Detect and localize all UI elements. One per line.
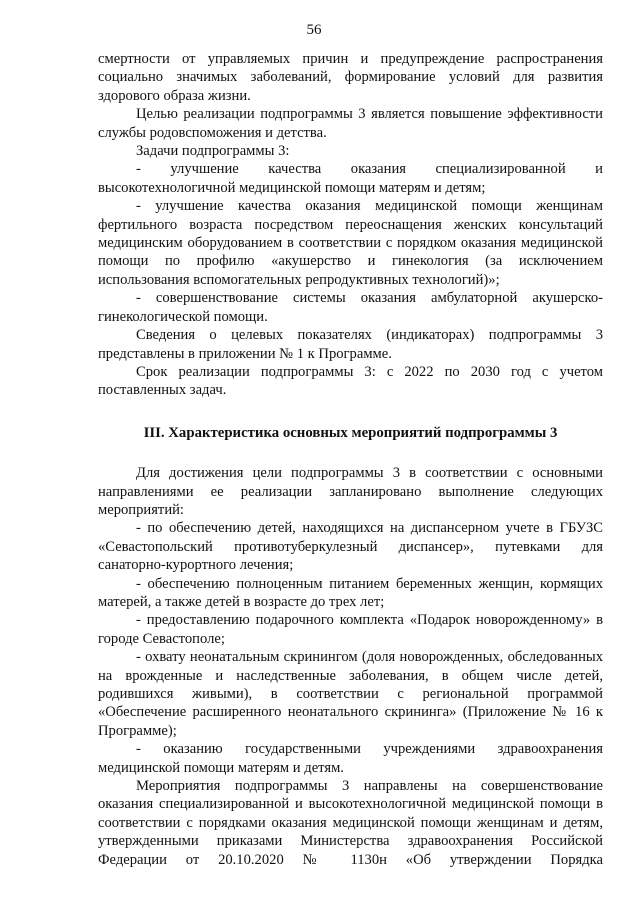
list-item-task-2: - улучшение качества оказания медицинской помощи женщинам фертильного возраста посредством переоснащения женских консультаций медицинским оборудованием в соответствии с порядком оказания медицинской помощи по профилю «акушерство и гинекология (за исключением использования вспомогательных репродуктивных технологий)»; [98,198,603,288]
page-number: 56 [306,22,322,38]
list-item-task-1: - улучшение качества оказания специализированной и высокотехнологичной медицинской помощи матерям и детям; [98,161,603,196]
list-item-measure-4: - охвату неонатальным скринингом (доля новорожденных, обследованных на врожденные и наследственные заболевания, в общем числе детей, родившихся живыми), в соответствии с региональной программой «Обеспечение расширенного неонатального скрининга» (Приложение № 16 к Программе); [98,649,603,739]
document-body [98,50,603,869]
paragraph-measures-direction: Мероприятия подпрограммы 3 направлены на совершенствование оказания специализированной и высокотехнологичной медицинской помощи в соответствии с порядками оказания медицинской помощи женщинам и детям, утвержденными приказами Министерства здравоохранения Российской Федерации от 20.10.2020 № 1130н «Об утверждении Порядка [98,778,603,868]
spacer [98,442,603,464]
list-item-task-3: - совершенствование системы оказания амбулаторной акушерско-гинекологической помощи. [98,290,603,325]
paragraph-measures-intro: Для достижения цели подпрограммы 3 в соответствии с основными направлениями ее реализации запланировано выполнение следующих мероприятий: [98,465,603,518]
spacer [98,400,603,424]
paragraph-indicators: Сведения о целевых показателях (индикаторах) подпрограммы 3 представлены в приложении № 1 к Программе. [98,327,603,362]
paragraph-goal: Целью реализации подпрограммы 3 является повышение эффективности службы родовспоможения и детства. [98,106,603,141]
paragraph-continuation: смертности от управляемых причин и предупреждение распространения социально значимых заболеваний, формирование условий для развития здорового образа жизни. [98,51,603,104]
list-item-measure-5: - оказанию государственными учреждениями здравоохранения медицинской помощи матерям и детям. [98,741,603,776]
section-heading: III. Характеристика основных мероприятий подпрограммы 3 [143,424,558,441]
paragraph-term: Срок реализации подпрограммы 3: с 2022 по 2030 год с учетом поставленных задач. [98,363,603,399]
list-item-measure-2: - обеспечению полноценным питанием беременных женщин, кормящих матерей, а также детей в возрасте до трех лет; [98,575,603,610]
paragraph-tasks-intro: Задачи подпрограммы 3: [136,143,290,160]
list-item-measure-3: - предоставлению подарочного комплекта «Подарок новорожденному» в городе Севастополе; [98,612,603,647]
list-item-measure-1: - по обеспечению детей, находящихся на диспансерном учете в ГБУЗС «Севастопольский противотуберкулезный диспансер», путевками для санаторно-курортного лечения; [98,520,603,574]
